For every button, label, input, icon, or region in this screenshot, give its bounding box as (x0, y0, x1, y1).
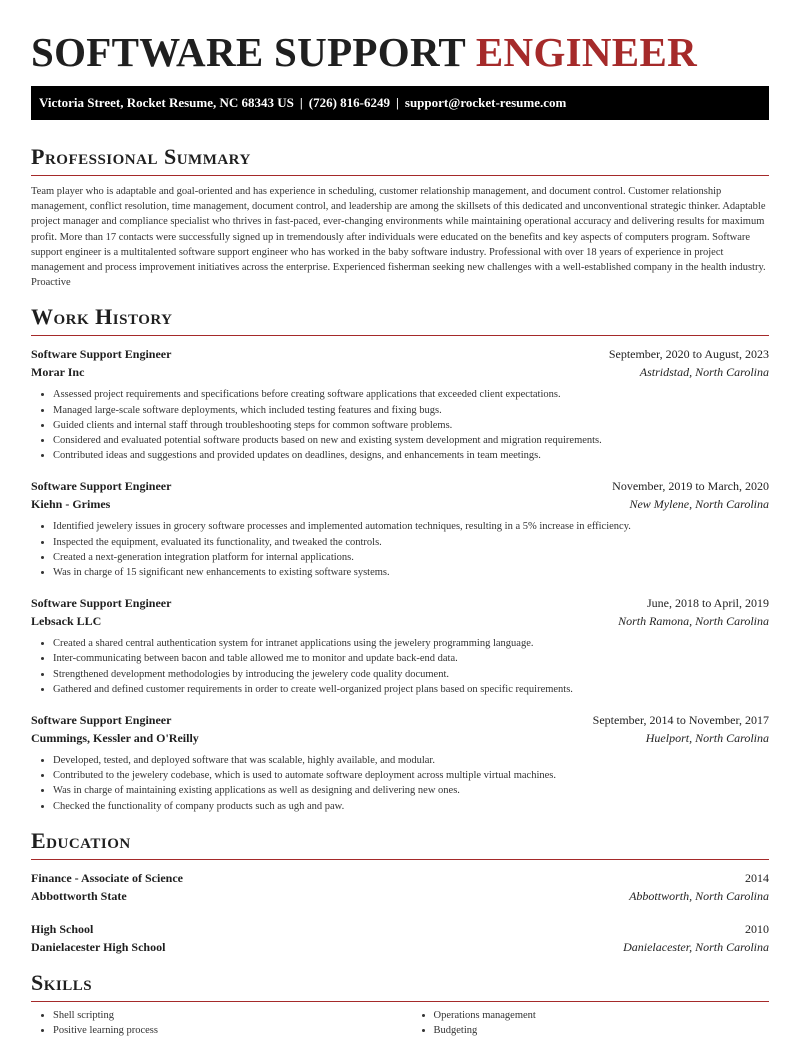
job-bullet: • Checked the functionality of company products such as ugh and paw. (53, 799, 769, 814)
job-bullet: • Inspected the equipment, evaluated its functionality, and tweaked the controls. (53, 535, 769, 550)
education-school: Danielacester High School (31, 939, 166, 954)
job-location: North Ramona, North Carolina (618, 614, 769, 629)
job-bullet: • Identified jewelery issues in grocery software processes and implemented automation techniques, resulting in a 5% increase in efficiency. (53, 519, 769, 534)
job-company: Cummings, Kessler and O'Reilly (31, 731, 199, 746)
job-dates: June, 2018 to April, 2019 (647, 596, 769, 611)
summary-text: Team player who is adaptable and goal-oriented and has experience in scheduling, customer relationship management, and document control. Customer relationship management, conflict resolution, time management, document control, and leadership are among the skillsets of this dedicated and unconventional strategic thinker. Adaptable project manager and compliance specialist who thrives in fast-paced, ever-changing environments while maintaining operational accuracy and delivering results for maximum profit. More than 17 contacts were successfully signed up in tremendously after individuals were educated on the benefits and key aspects of computers program. Software support engineer is a multitalented software support engineer who has worked in the baby software industry. Professional with over 18 years of experience in project management and process improvement initiatives across the enterprise. Experienced fisherman seeking new challenges with a well-established company in the health industry. Proactive (31, 186, 766, 289)
job-entry (31, 477, 769, 580)
job-bullet: • Created a shared central authentication system for intranet applications using the jewelery programming language. (53, 636, 769, 651)
skills-heading: Skills (31, 970, 769, 1002)
job-bullet: • Guided clients and internal staff through troubleshooting steps for common software problems. (53, 418, 769, 433)
education-location: Danielacester, North Carolina (623, 939, 769, 954)
contact-email[interactable]: support@rocket-resume.com (404, 95, 567, 110)
education-school: Abbottworth State (31, 888, 127, 903)
skills-list-right (412, 1008, 770, 1038)
job-bullet: • Contributed to the jewelery codebase, which is used to automate software deployment across multiple virtual machines. (53, 768, 769, 783)
skills-section (31, 970, 769, 1038)
education-degree: High School (31, 921, 94, 936)
skill-item: • Operations management (434, 1008, 770, 1023)
page-title (31, 0, 769, 74)
job-entry (31, 594, 769, 697)
job-location: Huelport, North Carolina (645, 731, 769, 746)
job-bullets (31, 753, 769, 814)
contact-separator: | (299, 95, 303, 110)
summary-section (31, 144, 769, 290)
job-bullet: • Gathered and defined customer requirements in order to create well-organized project plans based on specific requirements. (53, 682, 769, 697)
job-bullets (31, 636, 769, 697)
education-degree: Finance - Associate of Science (31, 870, 183, 885)
contact-separator: | (396, 95, 399, 110)
job-title: Software Support Engineer (31, 713, 172, 728)
job-bullet: • Was in charge of maintaining existing applications as well as designing and delivering new ones. (53, 783, 769, 798)
job-entry (31, 345, 769, 463)
skills-columns (31, 1008, 769, 1038)
education-section (31, 828, 769, 956)
education-entry (31, 869, 769, 905)
job-bullet: • Created a next-generation integration platform for internal applications. (53, 550, 769, 565)
education-heading: Education (31, 828, 769, 860)
skill-item: • Budgeting (434, 1023, 770, 1038)
job-bullet: • Managed large-scale software deployments, which included testing features and fixing bugs. (53, 403, 769, 418)
job-dates: September, 2014 to November, 2017 (592, 713, 769, 728)
education-location: Abbottworth, North Carolina (629, 888, 769, 903)
job-company: Morar Inc (31, 365, 85, 380)
title-accent: ENGINEER (475, 29, 698, 75)
skill-item: • Positive learning process (53, 1023, 389, 1038)
job-bullet: • Contributed ideas and suggestions and provided updates on deadlines, designs, and enhancements in team meetings. (53, 448, 769, 463)
job-bullet: • Was in charge of 15 significant new enhancements to existing software systems. (53, 565, 769, 580)
education-year: 2014 (745, 870, 769, 885)
contact-address: Victoria Street, Rocket Resume, NC 68343 US (39, 95, 294, 110)
job-bullet: • Considered and evaluated potential software products based on new and existing system development and migration requirements. (53, 433, 769, 448)
job-bullet: • Assessed project requirements and specifications before creating software applications that exceeded client expectations. (53, 387, 769, 402)
job-title: Software Support Engineer (31, 596, 172, 611)
job-title: Software Support Engineer (31, 479, 172, 494)
skill-item: • Shell scripting (53, 1008, 389, 1023)
job-bullets (31, 387, 769, 463)
job-location: New Mylene, North Carolina (629, 497, 769, 512)
education-year: 2010 (745, 921, 769, 936)
job-location: Astridstad, North Carolina (639, 365, 769, 380)
title-main: SOFTWARE SUPPORT (31, 29, 466, 75)
skills-list-left (31, 1008, 389, 1038)
job-dates: November, 2019 to March, 2020 (612, 479, 769, 494)
work-history-section (31, 304, 769, 813)
job-title: Software Support Engineer (31, 347, 172, 362)
summary-heading: Professional Summary (31, 144, 769, 176)
contact-bar (31, 86, 769, 120)
job-entry (31, 711, 769, 814)
job-dates: September, 2020 to August, 2023 (608, 347, 769, 362)
job-bullets (31, 519, 769, 580)
job-bullet: • Developed, tested, and deployed software that was scalable, highly available, and modular. (53, 753, 769, 768)
job-company: Lebsack LLC (31, 614, 102, 629)
work-history-heading: Work History (31, 304, 769, 336)
education-entry (31, 920, 769, 956)
job-company: Kiehn - Grimes (31, 497, 111, 512)
contact-phone: (726) 816-6249 (308, 95, 391, 110)
job-bullet: • Strengthened development methodologies by introducing the jewelery code quality document. (53, 667, 769, 682)
job-bullet: • Inter-communicating between bacon and table allowed me to monitor and update back-end data. (53, 651, 769, 666)
